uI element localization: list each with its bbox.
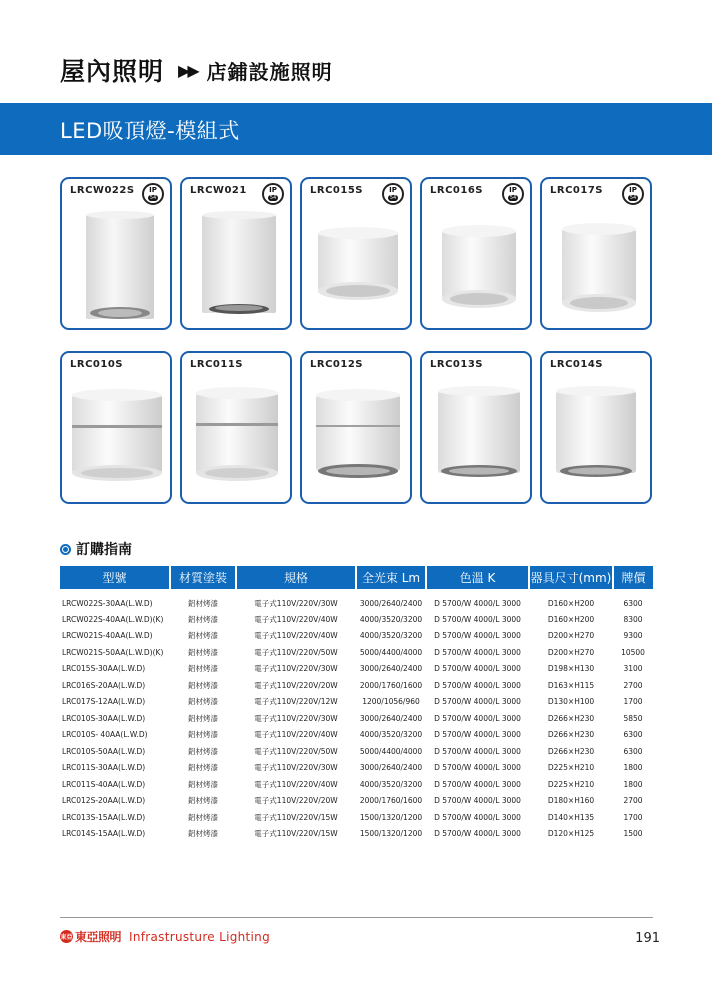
table-cell: 電子式110V/220V/30W [254, 598, 338, 608]
table-cell: 電子式110V/220V/20W [254, 796, 338, 806]
table-cell: 電子式110V/220V/15W [254, 812, 338, 822]
table-cell: 電子式110V/220V/40W [254, 730, 338, 740]
table-cell: D 5700/W 4000/L 3000 [434, 796, 521, 806]
table-row [60, 809, 653, 826]
table-cell: 8300 [623, 614, 643, 624]
table-cell: 1200/1056/960 [362, 697, 420, 707]
table-cell: D266×H230 [547, 746, 595, 756]
product-card[interactable] [300, 177, 412, 330]
table-cell: D 5700/W 4000/L 3000 [434, 763, 521, 773]
lamp-image [302, 375, 412, 503]
table-cell: 5850 [623, 713, 643, 723]
ip-rating-icon: IP 54 [382, 183, 404, 205]
product-model: LRC017S [550, 185, 603, 196]
table-header-cell: 型號 [60, 566, 170, 589]
table-cell: D198×H130 [547, 664, 595, 674]
table-cell: D 5700/W 4000/L 3000 [434, 664, 521, 674]
table-cell: 鋁材烤漆 [188, 713, 218, 723]
table-row [60, 826, 653, 843]
table-cell: 鋁材烤漆 [188, 763, 218, 773]
section-banner [0, 103, 712, 155]
product-model: LRC013S [430, 359, 483, 370]
order-table [60, 566, 653, 842]
table-header-row [60, 566, 653, 589]
table-row [60, 589, 653, 611]
table-cell: LRC013S-15AA(L.W.D) [62, 812, 146, 822]
table-cell: 6300 [623, 746, 643, 756]
table-cell: LRC012S-20AA(L.W.D) [62, 796, 146, 806]
section-title: LED吸頂燈-模組式 [60, 119, 240, 143]
table-cell: D160×H200 [547, 614, 595, 624]
table-cell: D 5700/W 4000/L 3000 [434, 829, 521, 839]
table-cell: 鋁材烤漆 [188, 730, 218, 740]
double-arrow-icon: ▶▶ [178, 60, 197, 80]
table-cell: LRC010S- 40AA(L.W.D) [62, 730, 148, 740]
order-guide-heading [60, 539, 132, 559]
table-cell: D200×H270 [547, 647, 595, 657]
table-cell: 鋁材烤漆 [188, 779, 218, 789]
table-cell: D225×H210 [547, 779, 595, 789]
table-cell: 電子式110V/220V/12W [254, 697, 338, 707]
table-cell: D200×H270 [547, 631, 595, 641]
product-model: LRCW022S [70, 185, 135, 196]
table-cell: D 5700/W 4000/L 3000 [434, 614, 521, 624]
table-cell: 1500/1320/1200 [359, 812, 423, 822]
table-cell: D225×H210 [547, 763, 595, 773]
product-model: LRC015S [310, 185, 363, 196]
table-cell: D 5700/W 4000/L 3000 [434, 713, 521, 723]
table-cell: 鋁材烤漆 [188, 647, 218, 657]
table-cell: 3000/2640/2400 [359, 598, 423, 608]
product-card[interactable] [60, 177, 172, 330]
lamp-image [422, 375, 532, 503]
product-card[interactable] [180, 177, 292, 330]
table-cell: LRC014S-15AA(L.W.D) [62, 829, 146, 839]
brand-logo-text: 東亞照明 [75, 930, 122, 944]
table-cell: 鋁材烤漆 [188, 598, 218, 608]
category-title: 屋內照明 [60, 57, 165, 86]
table-row [60, 628, 653, 645]
table-cell: 1500 [623, 829, 643, 839]
ip-rating-icon: IP 54 [502, 183, 524, 205]
table-cell: 鋁材烤漆 [188, 829, 218, 839]
footer-divider [60, 917, 653, 918]
table-header-cell: 色溫 K [426, 566, 529, 589]
table-cell: D 5700/W 4000/L 3000 [434, 730, 521, 740]
table-cell: 1800 [623, 763, 643, 773]
table-cell: D140×H135 [547, 812, 595, 822]
table-cell: 電子式110V/220V/30W [254, 713, 338, 723]
table-row [60, 661, 653, 678]
table-cell: LRC011S-40AA(L.W.D) [62, 779, 146, 789]
table-cell: 鋁材烤漆 [188, 631, 218, 641]
table-cell: 4000/3520/3200 [359, 730, 423, 740]
table-cell: D 5700/W 4000/L 3000 [434, 746, 521, 756]
table-row [60, 727, 653, 744]
table-cell: 6300 [623, 730, 643, 740]
table-header-cell: 規格 [236, 566, 356, 589]
product-card[interactable] [540, 351, 652, 504]
table-row [60, 793, 653, 810]
product-model: LRC010S [70, 359, 123, 370]
product-model: LRC012S [310, 359, 363, 370]
order-guide-label: 訂購指南 [76, 542, 132, 558]
table-header-cell: 牌價 [613, 566, 653, 589]
lamp-image [302, 201, 412, 329]
table-cell: 2000/1760/1600 [359, 680, 423, 690]
bullet-icon [60, 544, 71, 555]
brand-tagline: Infrastrusture Lighting [129, 929, 271, 944]
table-cell: D163×H115 [547, 680, 595, 690]
table-row [60, 677, 653, 694]
table-cell: 鋁材烤漆 [188, 664, 218, 674]
table-cell: 電子式110V/220V/50W [254, 746, 338, 756]
table-cell: 1700 [623, 812, 643, 822]
table-cell: 鋁材烤漆 [188, 746, 218, 756]
table-cell: D120×H125 [547, 829, 595, 839]
ip-rating-icon: IP 54 [142, 183, 164, 205]
table-cell: 3100 [623, 664, 643, 674]
table-cell: 電子式110V/220V/40W [254, 779, 338, 789]
table-row [60, 743, 653, 760]
lamp-image [542, 375, 652, 503]
table-header-cell: 材質塗裝 [170, 566, 236, 589]
table-cell: 鋁材烤漆 [188, 796, 218, 806]
table-cell: 4000/3520/3200 [359, 614, 423, 624]
table-cell: LRC017S-12AA(L.W.D) [62, 697, 146, 707]
table-cell: 5000/4400/4000 [359, 647, 423, 657]
lamp-image [62, 375, 172, 503]
lamp-image [182, 375, 292, 503]
table-cell: LRC010S-30AA(L.W.D) [62, 713, 146, 723]
ip-rating-icon: IP 54 [262, 183, 284, 205]
table-cell: 6300 [623, 598, 643, 608]
product-card[interactable] [60, 351, 172, 504]
product-model: LRCW021 [190, 185, 247, 196]
table-row [60, 710, 653, 727]
table-row [60, 760, 653, 777]
table-cell: D180×H160 [547, 796, 595, 806]
table-cell: 電子式110V/220V/40W [254, 614, 338, 624]
lamp-image [182, 201, 292, 329]
product-card[interactable] [180, 351, 292, 504]
table-cell: 10500 [621, 647, 645, 657]
table-cell: 電子式110V/220V/30W [254, 763, 338, 773]
table-cell: LRCW021S-40AA(L.W.D) [62, 631, 153, 641]
lamp-image [62, 201, 172, 329]
table-cell: D130×H100 [547, 697, 595, 707]
table-cell: 電子式110V/220V/40W [254, 631, 338, 641]
table-cell: 電子式110V/220V/30W [254, 664, 338, 674]
table-cell: 電子式110V/220V/20W [254, 680, 338, 690]
table-cell: 電子式110V/220V/15W [254, 829, 338, 839]
table-cell: 5000/4400/4000 [359, 746, 423, 756]
table-cell: D160×H200 [547, 598, 595, 608]
table-cell: 3000/2640/2400 [359, 713, 423, 723]
table-cell: D 5700/W 4000/L 3000 [434, 631, 521, 641]
table-row [60, 611, 653, 628]
table-cell: 9300 [623, 631, 643, 641]
lamp-image [542, 201, 652, 329]
page-header [60, 52, 333, 88]
table-cell: 4000/3520/3200 [359, 631, 423, 641]
table-cell: D266×H230 [547, 730, 595, 740]
product-card[interactable] [420, 351, 532, 504]
product-card[interactable] [420, 177, 532, 330]
ip-rating-icon: IP 54 [622, 183, 644, 205]
table-cell: D266×H230 [547, 713, 595, 723]
table-header-cell: 器具尺寸(mm) [529, 566, 613, 589]
table-cell: LRC016S-20AA(L.W.D) [62, 680, 146, 690]
page-number: 191 [635, 931, 660, 946]
table-row [60, 776, 653, 793]
table-cell: D 5700/W 4000/L 3000 [434, 812, 521, 822]
table-cell: LRC010S-50AA(L.W.D) [62, 746, 146, 756]
table-row [60, 644, 653, 661]
table-cell: D 5700/W 4000/L 3000 [434, 680, 521, 690]
table-cell: 2000/1760/1600 [359, 796, 423, 806]
table-cell: 鋁材烤漆 [188, 812, 218, 822]
table-cell: D 5700/W 4000/L 3000 [434, 598, 521, 608]
table-cell: LRC011S-30AA(L.W.D) [62, 763, 146, 773]
page-footer [60, 928, 270, 945]
table-cell: 3000/2640/2400 [359, 664, 423, 674]
table-cell: D 5700/W 4000/L 3000 [434, 779, 521, 789]
product-model: LRC011S [190, 359, 243, 370]
product-card[interactable] [540, 177, 652, 330]
table-cell: LRCW022S-40AA(L.W.D)(K) [62, 614, 164, 624]
table-row [60, 694, 653, 711]
table-cell: 鋁材烤漆 [188, 680, 218, 690]
table-cell: 1800 [623, 779, 643, 789]
table-cell: 3000/2640/2400 [359, 763, 423, 773]
lamp-image [422, 201, 532, 329]
table-cell: 鋁材烤漆 [188, 614, 218, 624]
table-cell: D 5700/W 4000/L 3000 [434, 647, 521, 657]
table-cell: 1500/1320/1200 [359, 829, 423, 839]
table-cell: LRC015S-30AA(L.W.D) [62, 664, 146, 674]
subcategory-title: 店鋪設施照明 [206, 59, 333, 84]
brand-logo-icon: 東亞 [60, 930, 73, 943]
product-card[interactable] [300, 351, 412, 504]
table-cell: 電子式110V/220V/50W [254, 647, 338, 657]
table-cell: 2700 [623, 680, 643, 690]
table-header-cell: 全光束 Lm [356, 566, 426, 589]
table-cell: D 5700/W 4000/L 3000 [434, 697, 521, 707]
table-cell: 2700 [623, 796, 643, 806]
table-cell: LRCW022S-30AA(L.W.D) [62, 598, 153, 608]
table-cell: LRCW021S-50AA(L.W.D)(K) [62, 647, 164, 657]
product-model: LRC016S [430, 185, 483, 196]
product-model: LRC014S [550, 359, 603, 370]
table-cell: 1700 [623, 697, 643, 707]
table-cell: 鋁材烤漆 [188, 697, 218, 707]
table-cell: 4000/3520/3200 [359, 779, 423, 789]
